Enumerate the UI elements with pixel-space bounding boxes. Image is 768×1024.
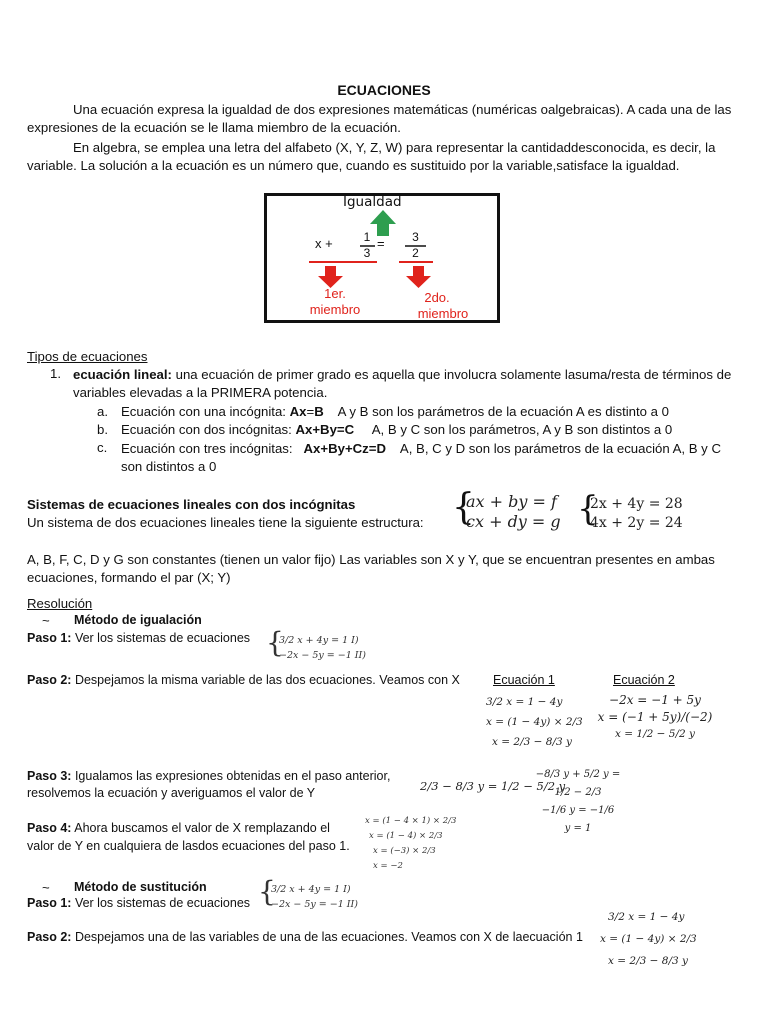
item-b [121,422,741,437]
tipos-heading: Tipos de ecuaciones [27,349,148,364]
figure-x-plus: x + [315,236,333,251]
paso3-text2: resolvemos la ecuación y averiguamos el valor de Y [27,786,316,800]
item-c-text: Ecuación con tres incógnitas: [121,441,304,456]
general-system-brace: { [452,487,475,528]
ecuacion2-label: Ecuación 2 [613,673,675,687]
item-b-letter: b. [97,422,108,437]
item-c-rest: A, B, C y D son los parámetros de la ecuación A, B y C son distintos a 0 [121,441,725,474]
example-system [590,495,683,533]
paso4-solution [365,814,456,874]
item-c-bold: Ax+By+Cz=D [303,441,386,456]
tipos-item1 [73,366,733,402]
item-a-rest: A y B son los parámetros de la ecuación A es distinto a 0 [323,404,669,419]
p3-step2: −1/6 y = −1/6 [541,805,615,816]
paso4-text2: valor de Y en cualquiera de lasdos ecuaciones del paso 1. [27,839,350,853]
frac1-denominator: 3 [363,246,371,260]
item-a-bold: Ax [289,404,307,419]
member2-label-b: miembro [417,306,469,321]
paso4 [27,819,350,855]
paso4-bold: Paso 4: [27,821,72,835]
sys2-brace: { [258,875,276,908]
p3-step3: y = 1 [564,823,592,834]
paso2-bold: Paso 2: [27,673,72,687]
intro-p1-text: Una ecuación expresa la igualdad de dos expresiones matemáticas (numéricas oalgebraicas). A cada una de las expresiones de la ecuación se le llama miembro de la ecuación. [27,102,732,135]
e2-step3: x = 1/2 − 5/2 y [615,728,695,740]
e1-step2: x = (1 − 4y) × 2/3 [486,716,583,728]
p4-step4: x = −2 [373,861,403,871]
metodo-igualacion: Método de igualación [74,613,202,627]
paso3-bold: Paso 3: [27,769,72,783]
p4-step2: x = (1 − 4) × 2/3 [369,831,443,841]
sust-step1: 3/2 x = 1 − 4y [608,911,685,923]
sust-paso1-bold: Paso 1: [27,896,72,910]
paso3 [27,768,390,802]
paso3-text1: Igualamos las expresiones obtenidas en el paso anterior, [71,769,391,783]
example-system-brace: { [577,489,599,529]
sust-paso1-text: Ver los sistemas de ecuaciones [71,896,251,910]
general-eq-2: cx + dy = g [466,512,561,531]
ecuacion1-steps [486,692,583,752]
igualdad-label: Igualdad [343,194,402,210]
sust-paso2-text: Despejamos una de las variables de una de las ecuaciones. Veamos con X de laecuación 1 [71,930,583,944]
paso4-text1: Ahora buscamos el valor de X remplazando el [71,821,330,835]
paso1-bold: Paso 1: [27,631,72,645]
sust-steps [600,906,697,972]
sys2-line2: −2x − 5y = −1 II) [271,899,359,910]
general-system [466,492,561,532]
red-down-arrow-2-icon [406,266,431,288]
item1-text: una ecuación de primer grado es aquella que involucra solamente lasuma/resta de términos de variables elevadas a la PRIMERA potencia. [73,367,732,400]
paso2 [27,673,460,687]
equation-members-figure [264,193,500,323]
e1-step3: x = 2/3 − 8/3 y [492,736,572,748]
paso3-equation: 2/3 − 8/3 y = 1/2 − 5/2 y [420,779,566,793]
resolucion-heading: Resolución [27,596,93,611]
sust-paso2 [27,930,583,944]
item-c [121,440,743,476]
p4-step3: x = (−3) × 2/3 [373,846,436,856]
intro-p2-text: En algebra, se emplea una letra del alfabeto (X, Y, Z, W) para representar la cantidaddesconocida, es decir, la variable. La solución a la ecuación es un número que, cuando es sustituido por la variable,satisface la igualdad. [27,140,716,173]
item1-bold: ecuación lineal: [73,367,172,382]
p4-step1: x = (1 − 4 × 1) × 2/3 [365,816,457,826]
item-a-letter: a. [97,404,108,419]
item-a [121,404,741,419]
item-a-bold2: B [314,404,324,419]
e1-step1: 3/2 x = 1 − 4y [486,696,563,708]
figure-equals: = [377,236,385,251]
general-eq-1: ax + by = f [466,492,557,511]
item-a-eq: = [306,404,315,419]
frac2-numerator: 3 [412,230,419,244]
item-a-text: Ecuación con una incógnita: [121,404,290,419]
sust-paso1 [27,896,250,910]
tilde-1: ~ [42,613,50,628]
red-down-arrow-1-icon [318,266,343,288]
e2-step1: −2x = −1 + 5y [609,693,701,707]
sust-step3: x = 2/3 − 8/3 y [608,955,688,967]
member2-label-a: 2do. [424,290,450,305]
constantes-paragraph: A, B, F, C, D y G son constantes (tienen un valor fijo) Las variables son X y Y, que se encuentran presentes en ambas ecuaciones, formando el par (X; Y) [27,552,715,585]
sys1-brace: { [266,626,284,659]
sys1-line1: 3/2 x + 4y = 1 I) [279,635,359,646]
frac2-denominator: 2 [412,246,419,260]
ecuacion1-label: Ecuación 1 [493,673,555,687]
frac1-numerator: 1 [363,230,371,244]
e2-step2: x = (−1 + 5y)/(−2) [597,710,713,724]
paso1 [27,631,250,645]
item-b-bold: Ax+By=C [295,422,355,437]
example-eq-1: 2x + 4y = 28 [590,496,683,512]
sistemas-heading: Sistemas de ecuaciones lineales con dos incógnitas [27,497,356,512]
member1-label-a: 1er. [324,286,346,301]
ecuacion2-steps [596,692,714,743]
tilde-2: ~ [42,880,50,895]
sust-paso2-bold: Paso 2: [27,930,72,944]
item-b-text: Ecuación con dos incógnitas: [121,422,296,437]
sys1-line2: −2x − 5y = −1 II) [279,650,367,661]
item-c-letter: c. [97,440,108,455]
paso3-solution [528,766,628,838]
metodo-sustitucion: Método de sustitución [74,880,207,894]
sys1 [279,633,366,663]
sys2-line1: 3/2 x + 4y = 1 I) [271,884,351,895]
page-title: ECUACIONES [337,82,431,98]
sys2 [271,882,358,912]
item-b-rest: A, B y C son los parámetros, A y B son distintos a 0 [354,422,673,437]
tipos-item1-number: 1. [50,366,61,381]
intro-paragraph-2 [27,139,742,175]
member1-label-b: miembro [309,302,361,317]
sust-step2: x = (1 − 4y) × 2/3 [600,933,697,945]
p3-step1: −8/3 y + 5/2 y = 1/2 − 2/3 [535,769,621,798]
paso2-text: Despejamos la misma variable de las dos ecuaciones. Veamos con X [71,673,460,687]
sistemas-text: Un sistema de dos ecuaciones lineales tiene la siguiente estructura: [27,515,424,530]
paso1-text: Ver los sistemas de ecuaciones [71,631,251,645]
intro-paragraph-1 [27,101,742,137]
example-eq-2: 4x + 2y = 24 [590,515,683,531]
